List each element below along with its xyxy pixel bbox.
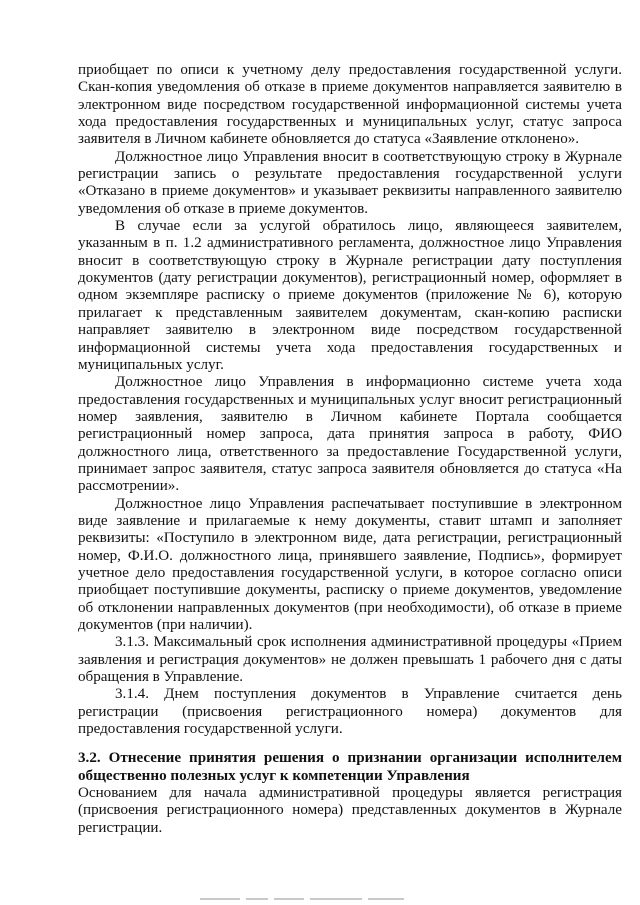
document-page	[78, 62, 622, 837]
paragraph-applicant-registration: В случае если за услугой обратилось лицо, являющееся заявителем, указанным в п. 1.2 административного регламента, должностное лицо Управления вносит в соответствующую строку в Журнале регистрации дату поступления документов (дату регистрации документов), регистрационный номер, оформляет в одном экземпляре расписку о приеме документов (приложение № 6), которую прилагает к представленным заявителем документам, скан-копию расписки направляет заявителю в электронном виде посредством государственной информационной системы учета хода предоставления государственных и муниципальных услуг.	[78, 218, 622, 373]
paragraph-information-system: Должностное лицо Управления в информационно системе учета хода предоставления государственных и муниципальных услуг вносит регистрационный номер заявления, заявителю в Личном кабинете Портала сообщается регистрационный номер запроса, дата принятия запроса в работу, ФИО должностного лица, ответственного за предоставление Государственной услуги, принимает запрос заявителя, статус запроса заявителя обновляется до статуса «На рассмотрении».	[78, 374, 622, 495]
paragraph-3-1-3: 3.1.3. Максимальный срок исполнения административной процедуры «Прием заявления и регистрация документов» не должен превышать 1 рабочего дня с даты обращения в Управление.	[78, 634, 622, 686]
paragraph-journal-entry: Должностное лицо Управления вносит в соответствующую строку в Журнале регистрации запись о результате предоставления государственной услуги «Отказано в приеме документов» и указывает реквизиты направленного заявителю уведомления об отказе в приеме документов.	[78, 148, 622, 217]
section-heading-3-2: 3.2. Отнесение принятия решения о признании организации исполнителем общественно полезных услуг к компетенции Управления	[78, 750, 622, 784]
paragraph-printing-documents: Должностное лицо Управления распечатывает поступившие в электронном виде заявление и прилагаемые к нему документы, ставит штамп и заполняет реквизиты: «Поступило в электронном виде, дата регистрации, регистрационный номер, Ф.И.О. должностного лица, принявшего заявление, Подпись», формирует учетное дело предоставления государственной услуги, в которое согласно описи приобщает поступившие документы, расписку о приеме документов, уведомление об отклонении направленных документов (при необходимости), об отказе в приеме документов (при наличии).	[78, 495, 622, 633]
paragraph-rejection-notice: приобщает по описи к учетному делу предоставления государственной услуги. Скан-копия уведомления об отказе в приеме документов направляется заявителю в электронном виде посредством государственной информационной системы учета хода предоставления государственных и муниципальных услуг, статус запроса заявителя в Личном кабинете обновляется до статуса «Заявление отклонено».	[78, 62, 622, 148]
scan-artifact-divider	[200, 896, 440, 902]
paragraph-3-1-4: 3.1.4. Днем поступления документов в Управление считается день регистрации (присвоения регистрационного номера) документов для предоставления государственной услуги.	[78, 686, 622, 738]
paragraph-section-basis: Основанием для начала административной процедуры является регистрация (присвоения регистрационного номера) представленных документов в Журнале регистрации.	[78, 785, 622, 836]
